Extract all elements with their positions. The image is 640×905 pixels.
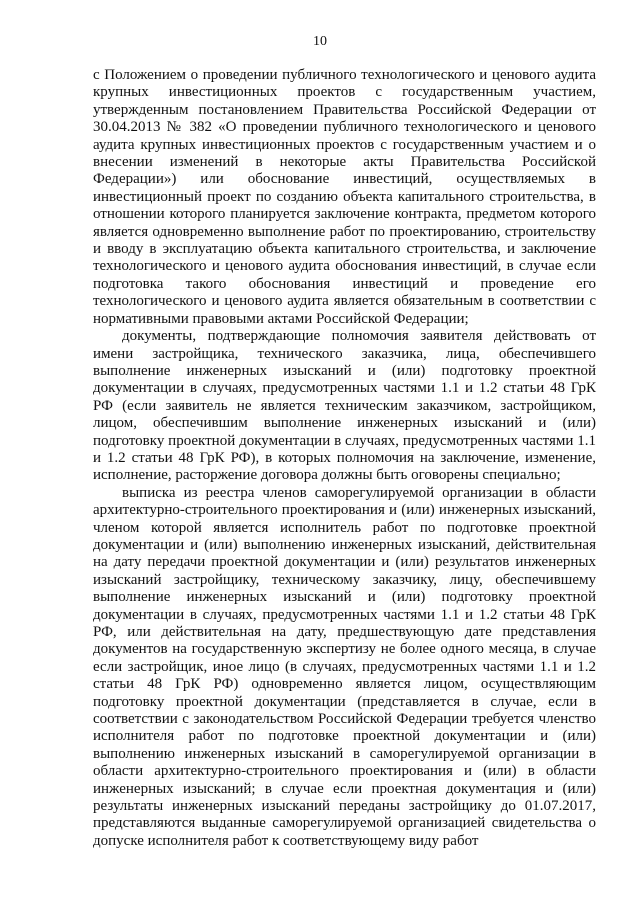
paragraph-continuation: с Положением о проведении публичного технологического и ценового аудита крупных инвестиционных проектов с государственным участием, утвержденным постановлением Правительства Российской Федерации от 30.04.2013 № 382 «О проведении публичного технологического и ценового аудита крупных инвестиционных проектов с государственным участием и о внесении изменений в некоторые акты Правительства Российской Федерации») или обоснование инвестиций, осуществляемых в инвестиционный проект по созданию объекта капитального строительства, в отношении которого планируется заключение контракта, предметом которого является одновременно выполнение работ по проектированию, строительству и вводу в эксплуатацию объекта капитального строительства, и заключение технологического и ценового аудита обоснования инвестиций, в случае если подготовка такого обоснования инвестиций и проведение его технологического и ценового аудита является обязательным в соответствии с нормативными правовыми актами Российской Федерации; bbox=[93, 67, 596, 327]
page-body bbox=[93, 67, 596, 850]
paragraph-authority-documents: документы, подтверждающие полномочия заявителя действовать от имени застройщика, технического заказчика, лица, обеспечившего выполнение инженерных изысканий и (или) подготовку проектной документации в случаях, предусмотренных частями 1.1 и 1.2 статьи 48 ГрК РФ (если заявитель не является техническим заказчиком, застройщиком, лицом, обеспечившим выполнение инженерных изысканий и (или) подготовку проектной документации в случаях, предусмотренных частями 1.1 и 1.2 статьи 48 ГрК РФ), в которых полномочия на заключение, изменение, исполнение, расторжение договора должны быть оговорены специально; bbox=[93, 328, 596, 484]
page-number: 10 bbox=[313, 34, 327, 49]
paragraph-sro-registry-extract: выписка из реестра членов саморегулируемой организации в области архитектурно-строительного проектирования и (или) инженерных изысканий, членом которой является исполнитель работ по подготовке проектной документации и (или) выполнению инженерных изысканий, действительная на дату передачи проектной документации и (или) результатов инженерных изысканий застройщику, техническому заказчику, лицу, обеспечившему выполнение инженерных изысканий и (или) подготовку проектной документации в случаях, предусмотренных частями 1.1 и 1.2 статьи 48 ГрК РФ, или действительная на дату, предшествующую дате представления документов на государственную экспертизу не более одного месяца, в случае если застройщик, иное лицо (в случаях, предусмотренных частями 1.1 и 1.2 статьи 48 ГрК РФ) одновременно является лицом, осуществляющим подготовку проектной документации (представляется в случае, если в соответствии с законодательством Российской Федерации требуется членство исполнителя работ по подготовке проектной документации и (или) выполнению инженерных изысканий в саморегулируемой организации в области архитектурно-строительного проектирования и (или) в области инженерных изысканий; в случае если проектная документация и (или) результаты инженерных изысканий переданы застройщику до 01.07.2017, представляются выданные саморегулируемой организацией свидетельства о допуске исполнителя работ к соответствующему виду работ bbox=[93, 484, 596, 849]
